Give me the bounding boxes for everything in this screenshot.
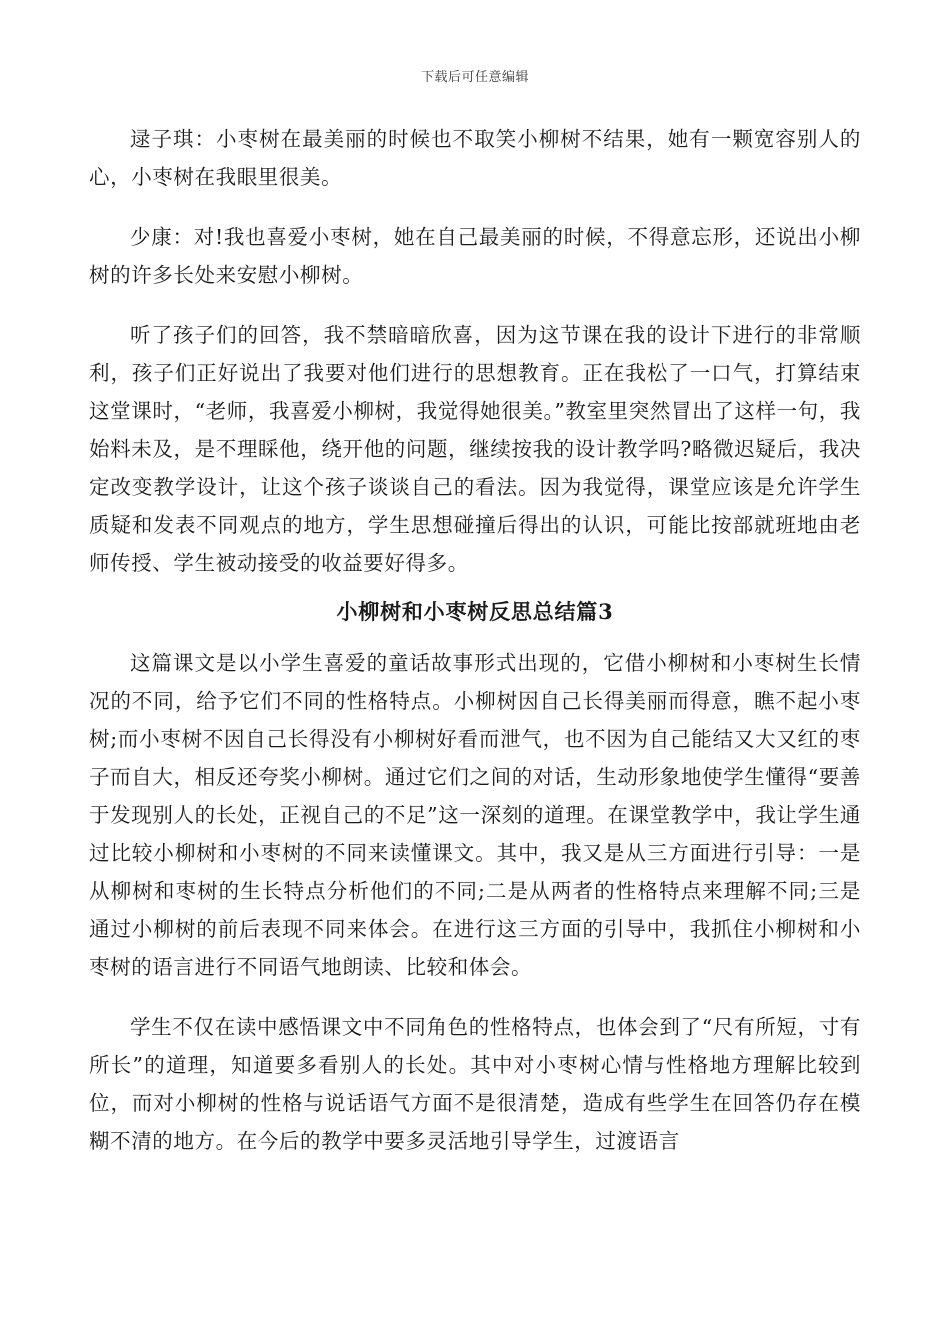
paragraph-dialogue-1: 逯子琪：小枣树在最美丽的时候也不取笑小柳树不结果，她有一颗宽容别人的心，小枣树在我眼里很美。 <box>89 127 861 189</box>
paragraph-reflection: 听了孩子们的回答，我不禁暗暗欣喜，因为这节课在我的设计下进行的非常顺利，孩子们正好说出了我要对他们进行的思想教育。正在我松了一口气，打算结束这堂课时，“老师，我喜爱小柳树，我觉得她很美。”教室里突然冒出了这样一句，我始料未及，是不理睬他，绕开他的问题，继续按我的设计教学吗?略微迟疑后，我决定改变教学设计，让这个孩子谈谈自己的看法。因为我觉得，课堂应该是允许学生质疑和发表不同观点的地方，学生思想碰撞后得出的认识，可能比按部就班地由老师传授、学生被动接受的收益要好得多。 <box>89 323 861 575</box>
paragraph-dialogue-2: 少康：对!我也喜爱小枣树，她在自己最美丽的时候，不得意忘形，还说出小柳树的许多长处来安慰小柳树。 <box>89 225 861 287</box>
paragraph-student-learning: 学生不仅在读中感悟课文中不同角色的性格特点，也体会到了“尺有所短，寸有所长”的道理，知道要多看别人的长处。其中对小枣树心情与性格地方理解比较到位，而对小柳树的性格与说话语气方面不是很清楚，造成有些学生在回答仍存在模糊不清的地方。在今后的教学中要多灵活地引导学生，过渡语言 <box>89 1015 861 1153</box>
page-header: 下载后可任意编辑 <box>420 70 529 85</box>
section-title: 小柳树和小枣树反思总结篇3 <box>336 599 614 624</box>
paragraph-lesson-analysis: 这篇课文是以小学生喜爱的童话故事形式出现的，它借小柳树和小枣树生长情况的不同，给予它们不同的性格特点。小柳树因自己长得美丽而得意，瞧不起小枣树;而小枣树不因自己长得没有小柳树好看而泄气，也不因为自己能结又大又红的枣子而自大，相反还夸奖小柳树。通过它们之间的对话，生动形象地使学生懂得“要善于发现别人的长处，正视自己的不足”这一深刻的道理。在课堂教学中，我让学生通过比较小柳树和小枣树的不同来读懂课文。其中，我又是从三方面进行引导：一是从柳树和枣树的生长特点分析他们的不同;二是从两者的性格特点来理解不同;三是通过小柳树的前后表现不同来体会。在进行这三方面的引导中，我抓住小柳树和小枣树的语言进行不同语气地朗读、比较和体会。 <box>89 651 861 979</box>
document-body <box>89 120 861 1160</box>
